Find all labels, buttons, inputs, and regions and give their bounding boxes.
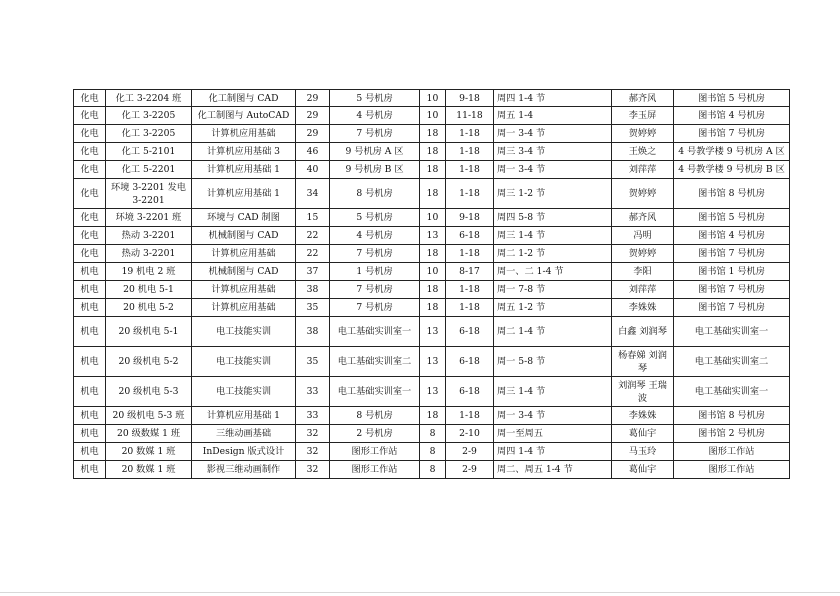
table-row xyxy=(74,263,790,281)
table-row xyxy=(74,347,790,377)
cell-teacher: 李玉屏 xyxy=(612,107,674,125)
cell-weeks: 2-9 xyxy=(446,443,494,461)
cell-lab: 电工基础实训室二 xyxy=(330,347,420,377)
cell-course: 计算机应用基础 1 xyxy=(192,407,296,425)
cell-location: 图书馆 4 号机房 xyxy=(674,227,790,245)
cell-course: 计算机应用基础 xyxy=(192,125,296,143)
cell-course: 计算机应用基础 1 xyxy=(192,179,296,209)
cell-location: 电工基础实训室一 xyxy=(674,377,790,407)
cell-schedule: 周一 3-4 节 xyxy=(494,407,612,425)
cell-location: 图书馆 2 号机房 xyxy=(674,425,790,443)
cell-hours: 10 xyxy=(420,209,446,227)
cell-hours: 18 xyxy=(420,407,446,425)
page-bottom-divider xyxy=(0,592,840,593)
cell-department: 机电 xyxy=(74,281,106,299)
cell-schedule: 周三 1-2 节 xyxy=(494,179,612,209)
cell-course: 电工技能实训 xyxy=(192,377,296,407)
cell-schedule: 周二 1-2 节 xyxy=(494,245,612,263)
cell-hours: 18 xyxy=(420,299,446,317)
cell-student-count: 46 xyxy=(296,143,330,161)
cell-class: 热动 3-2201 xyxy=(106,245,192,263)
cell-department: 机电 xyxy=(74,443,106,461)
cell-department: 机电 xyxy=(74,407,106,425)
cell-class: 环境 3-2201 发电 3-2201 xyxy=(106,179,192,209)
cell-teacher: 郝齐风 xyxy=(612,90,674,107)
cell-weeks: 11-18 xyxy=(446,107,494,125)
cell-teacher: 刘萍萍 xyxy=(612,161,674,179)
cell-department: 化电 xyxy=(74,227,106,245)
cell-lab: 图形工作站 xyxy=(330,461,420,479)
cell-student-count: 38 xyxy=(296,317,330,347)
cell-department: 化电 xyxy=(74,179,106,209)
cell-department: 机电 xyxy=(74,347,106,377)
cell-lab: 8 号机房 xyxy=(330,407,420,425)
cell-hours: 18 xyxy=(420,245,446,263)
cell-department: 化电 xyxy=(74,125,106,143)
cell-schedule: 周三 1-4 节 xyxy=(494,377,612,407)
cell-weeks: 6-18 xyxy=(446,227,494,245)
cell-lab: 5 号机房 xyxy=(330,90,420,107)
cell-course: 三维动画基础 xyxy=(192,425,296,443)
cell-hours: 8 xyxy=(420,461,446,479)
cell-weeks: 9-18 xyxy=(446,90,494,107)
cell-teacher: 刘萍萍 xyxy=(612,281,674,299)
cell-schedule: 周三 1-4 节 xyxy=(494,227,612,245)
cell-hours: 8 xyxy=(420,425,446,443)
cell-weeks: 6-18 xyxy=(446,347,494,377)
cell-schedule: 周四 5-8 节 xyxy=(494,209,612,227)
cell-department: 化电 xyxy=(74,143,106,161)
cell-course: 机械制图与 CAD xyxy=(192,227,296,245)
cell-course: 计算机应用基础 3 xyxy=(192,143,296,161)
cell-student-count: 40 xyxy=(296,161,330,179)
cell-hours: 10 xyxy=(420,90,446,107)
cell-course: 电工技能实训 xyxy=(192,317,296,347)
table-row xyxy=(74,125,790,143)
table-row xyxy=(74,281,790,299)
table-row xyxy=(74,377,790,407)
cell-lab: 7 号机房 xyxy=(330,125,420,143)
cell-course: 计算机应用基础 1 xyxy=(192,161,296,179)
cell-teacher: 李阳 xyxy=(612,263,674,281)
table-row xyxy=(74,425,790,443)
cell-location: 图书馆 7 号机房 xyxy=(674,245,790,263)
cell-student-count: 32 xyxy=(296,461,330,479)
cell-department: 化电 xyxy=(74,245,106,263)
cell-class: 20 数媒 1 班 xyxy=(106,443,192,461)
cell-weeks: 2-9 xyxy=(446,461,494,479)
cell-hours: 18 xyxy=(420,125,446,143)
table-row xyxy=(74,143,790,161)
cell-schedule: 周一 7-8 节 xyxy=(494,281,612,299)
cell-hours: 18 xyxy=(420,143,446,161)
table-row xyxy=(74,407,790,425)
cell-hours: 8 xyxy=(420,443,446,461)
cell-student-count: 29 xyxy=(296,90,330,107)
cell-hours: 13 xyxy=(420,317,446,347)
cell-course: 机械制图与 CAD xyxy=(192,263,296,281)
cell-student-count: 32 xyxy=(296,443,330,461)
cell-department: 机电 xyxy=(74,299,106,317)
cell-course: 计算机应用基础 xyxy=(192,299,296,317)
cell-student-count: 34 xyxy=(296,179,330,209)
cell-location: 图书馆 7 号机房 xyxy=(674,125,790,143)
cell-schedule: 周四 1-4 节 xyxy=(494,443,612,461)
cell-location: 图书馆 4 号机房 xyxy=(674,107,790,125)
cell-department: 化电 xyxy=(74,107,106,125)
cell-teacher: 冯明 xyxy=(612,227,674,245)
cell-class: 化工 3-2204 班 xyxy=(106,90,192,107)
table-row xyxy=(74,299,790,317)
cell-weeks: 1-18 xyxy=(446,143,494,161)
cell-course: 计算机应用基础 xyxy=(192,245,296,263)
cell-schedule: 周一 5-8 节 xyxy=(494,347,612,377)
cell-class: 20 级机电 5-2 xyxy=(106,347,192,377)
cell-teacher: 王焕之 xyxy=(612,143,674,161)
cell-lab: 5 号机房 xyxy=(330,209,420,227)
cell-weeks: 1-18 xyxy=(446,179,494,209)
cell-class: 20 机电 5-1 xyxy=(106,281,192,299)
table-row xyxy=(74,443,790,461)
table-row xyxy=(74,90,790,107)
cell-lab: 7 号机房 xyxy=(330,281,420,299)
cell-location: 图书馆 5 号机房 xyxy=(674,90,790,107)
cell-department: 机电 xyxy=(74,461,106,479)
cell-lab: 1 号机房 xyxy=(330,263,420,281)
cell-student-count: 33 xyxy=(296,377,330,407)
cell-department: 机电 xyxy=(74,317,106,347)
table-row xyxy=(74,161,790,179)
cell-lab: 4 号机房 xyxy=(330,227,420,245)
cell-hours: 13 xyxy=(420,347,446,377)
table-row xyxy=(74,107,790,125)
cell-location: 电工基础实训室二 xyxy=(674,347,790,377)
cell-weeks: 8-17 xyxy=(446,263,494,281)
schedule-table xyxy=(73,89,790,479)
cell-class: 化工 5-2101 xyxy=(106,143,192,161)
cell-course: 计算机应用基础 xyxy=(192,281,296,299)
cell-location: 图书馆 7 号机房 xyxy=(674,281,790,299)
cell-schedule: 周二 1-4 节 xyxy=(494,317,612,347)
cell-weeks: 6-18 xyxy=(446,377,494,407)
cell-hours: 18 xyxy=(420,161,446,179)
cell-location: 电工基础实训室一 xyxy=(674,317,790,347)
cell-weeks: 1-18 xyxy=(446,125,494,143)
cell-course: 化工制图与 AutoCAD xyxy=(192,107,296,125)
cell-student-count: 22 xyxy=(296,227,330,245)
cell-class: 19 机电 2 班 xyxy=(106,263,192,281)
table-row xyxy=(74,179,790,209)
table-row xyxy=(74,245,790,263)
cell-student-count: 22 xyxy=(296,245,330,263)
cell-student-count: 38 xyxy=(296,281,330,299)
table-row xyxy=(74,227,790,245)
cell-schedule: 周五 1-2 节 xyxy=(494,299,612,317)
cell-class: 热动 3-2201 xyxy=(106,227,192,245)
cell-class: 化工 3-2205 xyxy=(106,107,192,125)
cell-schedule: 周五 1-4 xyxy=(494,107,612,125)
cell-teacher: 马玉玲 xyxy=(612,443,674,461)
cell-teacher: 贺婷婷 xyxy=(612,125,674,143)
cell-course: 化工制图与 CAD xyxy=(192,90,296,107)
cell-student-count: 33 xyxy=(296,407,330,425)
cell-location: 4 号教学楼 9 号机房 B 区 xyxy=(674,161,790,179)
cell-hours: 10 xyxy=(420,263,446,281)
cell-schedule: 周二、周五 1-4 节 xyxy=(494,461,612,479)
cell-department: 化电 xyxy=(74,209,106,227)
cell-class: 20 级机电 5-3 班 xyxy=(106,407,192,425)
cell-location: 图书馆 8 号机房 xyxy=(674,179,790,209)
cell-department: 机电 xyxy=(74,425,106,443)
cell-class: 化工 5-2201 xyxy=(106,161,192,179)
cell-weeks: 1-18 xyxy=(446,245,494,263)
cell-lab: 8 号机房 xyxy=(330,179,420,209)
cell-hours: 18 xyxy=(420,281,446,299)
cell-teacher: 刘润琴 王瑞波 xyxy=(612,377,674,407)
cell-lab: 7 号机房 xyxy=(330,299,420,317)
cell-lab: 电工基础实训室一 xyxy=(330,317,420,347)
cell-weeks: 2-10 xyxy=(446,425,494,443)
cell-class: 20 级机电 5-3 xyxy=(106,377,192,407)
cell-weeks: 9-18 xyxy=(446,209,494,227)
cell-hours: 13 xyxy=(420,377,446,407)
cell-weeks: 1-18 xyxy=(446,407,494,425)
cell-lab: 9 号机房 A 区 xyxy=(330,143,420,161)
cell-schedule: 周一、二 1-4 节 xyxy=(494,263,612,281)
cell-hours: 13 xyxy=(420,227,446,245)
cell-class: 环境 3-2201 班 xyxy=(106,209,192,227)
cell-weeks: 1-18 xyxy=(446,281,494,299)
cell-course: 环境与 CAD 制图 xyxy=(192,209,296,227)
cell-department: 机电 xyxy=(74,263,106,281)
cell-lab: 2 号机房 xyxy=(330,425,420,443)
cell-course: 电工技能实训 xyxy=(192,347,296,377)
cell-teacher: 葛仙宇 xyxy=(612,461,674,479)
cell-lab: 电工基础实训室一 xyxy=(330,377,420,407)
cell-student-count: 37 xyxy=(296,263,330,281)
cell-student-count: 29 xyxy=(296,125,330,143)
cell-weeks: 6-18 xyxy=(446,317,494,347)
cell-student-count: 35 xyxy=(296,299,330,317)
cell-schedule: 周一 3-4 节 xyxy=(494,125,612,143)
cell-location: 图书馆 5 号机房 xyxy=(674,209,790,227)
cell-course: InDesign 版式设计 xyxy=(192,443,296,461)
cell-schedule: 周一至周五 xyxy=(494,425,612,443)
cell-teacher: 杨春娣 刘润琴 xyxy=(612,347,674,377)
cell-teacher: 贺婷婷 xyxy=(612,179,674,209)
cell-teacher: 贺婷婷 xyxy=(612,245,674,263)
cell-hours: 18 xyxy=(420,179,446,209)
cell-location: 图书馆 8 号机房 xyxy=(674,407,790,425)
cell-class: 化工 3-2205 xyxy=(106,125,192,143)
cell-department: 化电 xyxy=(74,161,106,179)
cell-department: 化电 xyxy=(74,90,106,107)
table-row xyxy=(74,317,790,347)
cell-schedule: 周四 1-4 节 xyxy=(494,90,612,107)
cell-class: 20 级数媒 1 班 xyxy=(106,425,192,443)
cell-location: 图形工作站 xyxy=(674,461,790,479)
cell-schedule: 周三 3-4 节 xyxy=(494,143,612,161)
cell-student-count: 32 xyxy=(296,425,330,443)
cell-class: 20 数媒 1 班 xyxy=(106,461,192,479)
cell-student-count: 35 xyxy=(296,347,330,377)
cell-teacher: 葛仙宇 xyxy=(612,425,674,443)
cell-department: 机电 xyxy=(74,377,106,407)
cell-class: 20 机电 5-2 xyxy=(106,299,192,317)
cell-student-count: 29 xyxy=(296,107,330,125)
cell-teacher: 李姝姝 xyxy=(612,407,674,425)
cell-weeks: 1-18 xyxy=(446,299,494,317)
cell-class: 20 级机电 5-1 xyxy=(106,317,192,347)
cell-weeks: 1-18 xyxy=(446,161,494,179)
cell-hours: 10 xyxy=(420,107,446,125)
cell-teacher: 李姝姝 xyxy=(612,299,674,317)
cell-teacher: 郝齐风 xyxy=(612,209,674,227)
cell-lab: 图形工作站 xyxy=(330,443,420,461)
cell-lab: 7 号机房 xyxy=(330,245,420,263)
cell-location: 图书馆 7 号机房 xyxy=(674,299,790,317)
cell-teacher: 白鑫 刘润琴 xyxy=(612,317,674,347)
cell-course: 影视三维动画制作 xyxy=(192,461,296,479)
table-row xyxy=(74,461,790,479)
cell-lab: 9 号机房 B 区 xyxy=(330,161,420,179)
cell-student-count: 15 xyxy=(296,209,330,227)
table-row xyxy=(74,209,790,227)
cell-location: 图书馆 1 号机房 xyxy=(674,263,790,281)
cell-lab: 4 号机房 xyxy=(330,107,420,125)
cell-schedule: 周一 3-4 节 xyxy=(494,161,612,179)
cell-location: 图形工作站 xyxy=(674,443,790,461)
cell-location: 4 号教学楼 9 号机房 A 区 xyxy=(674,143,790,161)
